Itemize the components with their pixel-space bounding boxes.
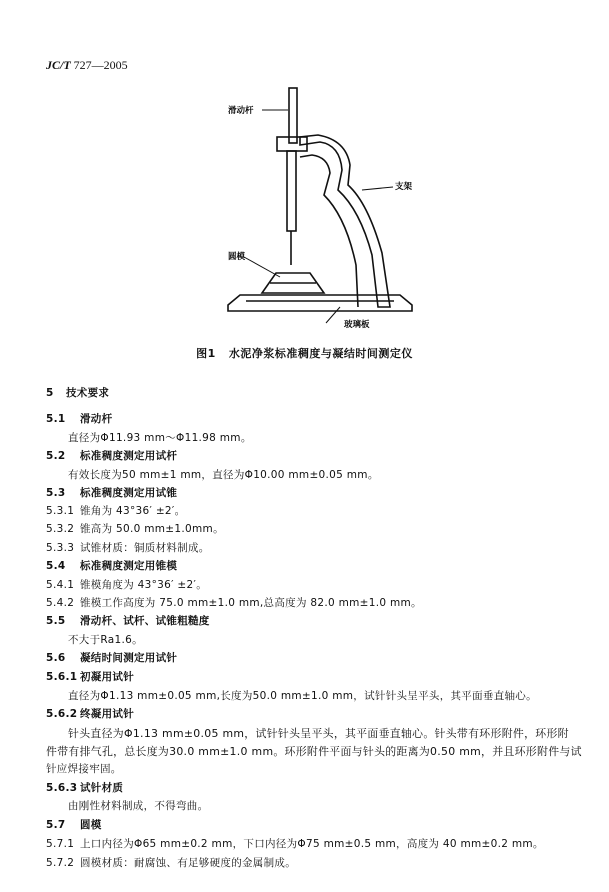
section-5-heading: 5 技术要求 bbox=[46, 387, 110, 399]
section-5-6-2-text-3: 针应焊接牢固。 bbox=[46, 763, 122, 775]
section-5-7-2: 5.7.2 圆模材质：耐腐蚀、有足够硬度的金属制成。 bbox=[46, 857, 296, 869]
label-mold: 圆模 bbox=[228, 252, 246, 262]
standard-code: JC/T bbox=[46, 58, 71, 72]
section-5-6-2-text-1: 针头直径为Φ1.13 mm±0.05 mm，试针针头呈平头，其平面垂直轴心。针头带有环形附件，环形附 bbox=[68, 727, 569, 740]
section-5-2-heading: 5.2 标准稠度测定用试杆 bbox=[46, 450, 178, 462]
section-5-2-text: 有效长度为50 mm±1 mm，直径为Φ10.00 mm±0.05 mm。 bbox=[68, 469, 379, 481]
section-5-3-2: 5.3.2 锥高为 50.0 mm±1.0mm。 bbox=[46, 523, 224, 535]
slider-rod bbox=[289, 88, 297, 143]
label-bracket: 支架 bbox=[395, 182, 413, 192]
section-5-4-2: 5.4.2 锥模工作高度为 75.0 mm±1.0 mm,总高度为 82.0 mm±1.0 mm。 bbox=[46, 597, 422, 609]
figure-caption bbox=[0, 345, 609, 361]
apparatus-figure bbox=[200, 85, 440, 335]
standard-number: 727—2005 bbox=[73, 58, 128, 72]
document-header bbox=[46, 58, 128, 73]
section-5-3-3: 5.3.3 试锥材质：铜质材料制成。 bbox=[46, 542, 210, 554]
section-5-6-heading: 5.6 凝结时间测定用试针 bbox=[46, 652, 178, 664]
caption-text: 水泥净浆标准稠度与凝结时间测定仪 bbox=[228, 347, 413, 360]
section-5-1-heading: 5.1 滑动杆 bbox=[46, 413, 113, 425]
section-5-4-heading: 5.4 标准稠度测定用锥模 bbox=[46, 560, 178, 572]
section-5-6-3-heading: 5.6.3 试针材质 bbox=[46, 782, 124, 794]
section-5-6-1-heading: 5.6.1 初凝用试针 bbox=[46, 671, 134, 683]
label-slider: 滑动杆 bbox=[228, 106, 254, 116]
section-5-5-text: 不大于Ra1.6。 bbox=[68, 634, 143, 646]
section-5-6-3-text: 由刚性材料制成，不得弯曲。 bbox=[68, 800, 209, 812]
section-5-1-text: 直径为Φ11.93 mm～Φ11.98 mm。 bbox=[68, 432, 252, 444]
section-5-3-1: 5.3.1 锥角为 43°36′ ±2′。 bbox=[46, 505, 186, 517]
section-5-5-heading: 5.5 滑动杆、试杆、试锥粗糙度 bbox=[46, 615, 210, 627]
label-glass: 玻璃板 bbox=[344, 320, 370, 330]
section-5-7-1: 5.7.1 上口内径为Φ65 mm±0.2 mm，下口内径为Φ75 mm±0.5 mm，高度为 40 mm±0.2 mm。 bbox=[46, 838, 544, 850]
section-5-3-heading: 5.3 标准稠度测定用试锥 bbox=[46, 487, 178, 499]
section-5-6-2-heading: 5.6.2 终凝用试针 bbox=[46, 708, 134, 720]
caption-number: 图1 bbox=[196, 347, 216, 360]
bracket-frame bbox=[300, 135, 390, 307]
section-5-7-heading: 5.7 圆模 bbox=[46, 819, 102, 831]
section-5-6-2-text-2: 件带有排气孔，总长度为30.0 mm±1.0 mm。环形附件平面与针头的距离为0.50 mm，并且环形附件与试 bbox=[46, 745, 582, 758]
section-5-4-1: 5.4.1 锥模角度为 43°36′ ±2′。 bbox=[46, 579, 207, 591]
section-5-6-1-text: 直径为Φ1.13 mm±0.05 mm,长度为50.0 mm±1.0 mm，试针针头呈平头，其平面垂直轴心。 bbox=[68, 690, 537, 702]
base-plate bbox=[228, 295, 412, 311]
